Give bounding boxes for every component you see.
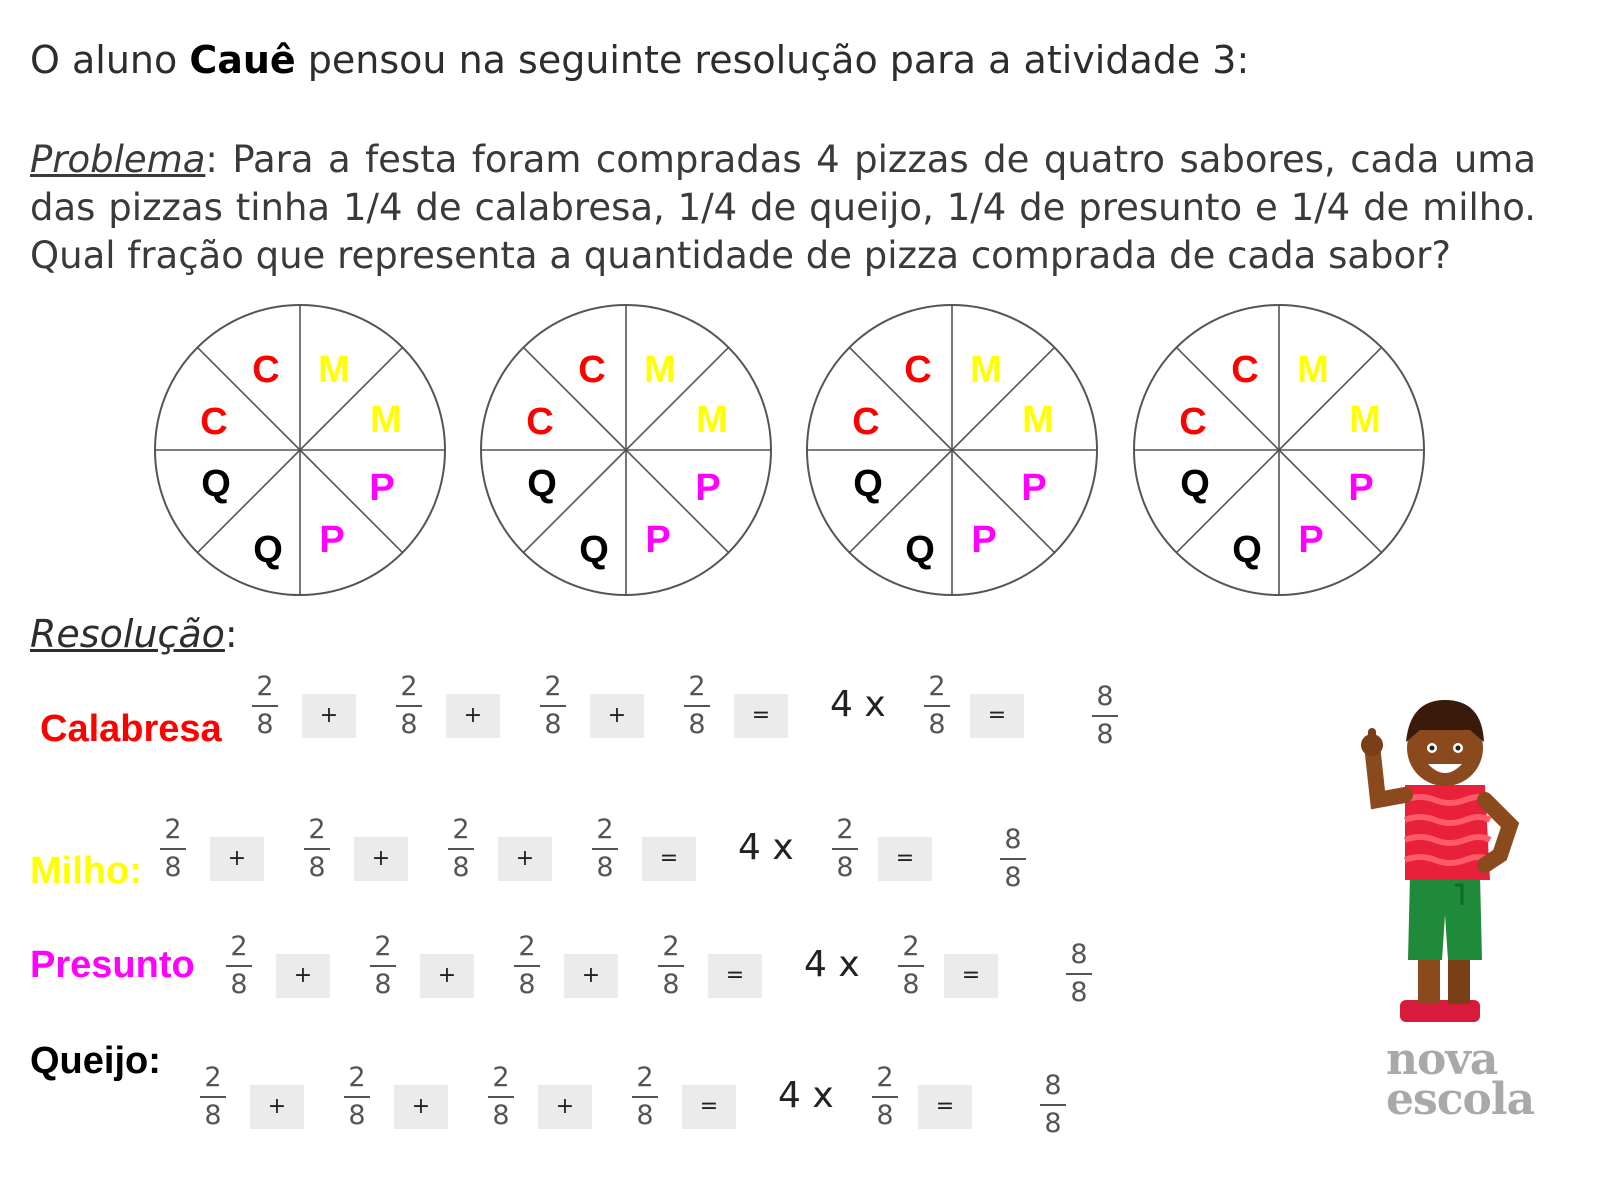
brand-line-1: nova <box>1386 1034 1498 1085</box>
row-name-0: Calabresa <box>40 708 222 750</box>
result-fraction <box>1090 682 1120 750</box>
fraction-numerator: 2 <box>662 931 680 962</box>
fraction-denominator: 8 <box>374 969 392 1000</box>
slice-label-P: P <box>971 519 997 561</box>
slice-label-P: P <box>695 467 721 509</box>
fraction-bar <box>488 1096 514 1098</box>
resolution-label <box>30 612 238 656</box>
plus-box: + <box>250 1085 304 1129</box>
slice-label-C: C <box>1231 349 1259 391</box>
fraction-bar <box>1000 858 1026 860</box>
addend-fraction <box>512 932 542 1000</box>
fraction-numerator: 2 <box>164 814 182 845</box>
product-fraction <box>830 815 860 883</box>
slice-label-Q: Q <box>527 463 557 505</box>
fraction-denominator: 8 <box>928 709 946 740</box>
addend-fraction <box>538 672 568 740</box>
brand-line-2: escola <box>1386 1074 1535 1125</box>
fraction-numerator: 2 <box>308 814 326 845</box>
fraction-bar <box>872 1096 898 1098</box>
multiplier: 4 x <box>738 827 794 868</box>
product-fraction <box>870 1063 900 1131</box>
fraction-numerator: 2 <box>544 671 562 702</box>
plus-box: + <box>276 954 330 998</box>
slice-label-Q: Q <box>579 529 609 571</box>
addend-fraction <box>486 1063 516 1131</box>
slice-label-Q: Q <box>253 529 283 571</box>
multiplier: 4 x <box>778 1075 834 1116</box>
result-fraction <box>1038 1071 1068 1139</box>
slice-label-P: P <box>1021 467 1047 509</box>
fraction-denominator: 8 <box>836 852 854 883</box>
slice-label-M: M <box>1297 349 1329 391</box>
fraction-bar <box>832 848 858 850</box>
fraction-denominator: 8 <box>876 1100 894 1131</box>
fraction-numerator: 2 <box>636 1062 654 1093</box>
slice-label-C: C <box>904 349 932 391</box>
addend-fraction <box>224 932 254 1000</box>
problem-text: : Para a festa foram compradas 4 pizzas de quatro sabores, cada uma das pizzas tinha 1/4 de calabresa, 1/4 de queijo, 1/4 de presunto e 1/4 de milho. Qual fração que representa a quantidade de pizza comprada de cada sabor? <box>30 138 1536 277</box>
addend-fraction <box>590 815 620 883</box>
fraction-bar <box>1092 715 1118 717</box>
slice-label-Q: Q <box>905 529 935 571</box>
slice-label-M: M <box>1349 399 1381 441</box>
plus-box: + <box>302 694 356 738</box>
boy-thumbs-up-illustration <box>1350 690 1540 1035</box>
slice-label-C: C <box>578 349 606 391</box>
addend-fraction <box>302 815 332 883</box>
slice-label-M: M <box>1022 399 1054 441</box>
fraction-denominator: 8 <box>1004 862 1022 893</box>
slice-label-P: P <box>1348 467 1374 509</box>
multiplier: 4 x <box>804 944 860 985</box>
fraction-numerator: 2 <box>596 814 614 845</box>
fraction-denominator: 8 <box>662 969 680 1000</box>
fraction-bar <box>684 705 710 707</box>
fraction-denominator: 8 <box>636 1100 654 1131</box>
fraction-denominator: 8 <box>596 852 614 883</box>
product-fraction <box>896 932 926 1000</box>
slice-label-C: C <box>852 401 880 443</box>
fraction-denominator: 8 <box>452 852 470 883</box>
fraction-numerator: 2 <box>256 671 274 702</box>
nova-escola-logo <box>1386 1034 1536 1125</box>
result-fraction <box>998 825 1028 893</box>
fraction-numerator: 2 <box>230 931 248 962</box>
fraction-bar <box>592 848 618 850</box>
fraction-numerator: 8 <box>1004 824 1022 855</box>
slice-label-C: C <box>200 401 228 443</box>
addend-fraction <box>446 815 476 883</box>
addend-fraction <box>250 672 280 740</box>
fraction-numerator: 8 <box>1070 939 1088 970</box>
plus-box: + <box>210 837 264 881</box>
addend-fraction <box>158 815 188 883</box>
fraction-denominator: 8 <box>902 969 920 1000</box>
resolution-colon: : <box>224 612 238 656</box>
equals-box: = <box>970 694 1024 738</box>
pizza-3 <box>807 305 1097 595</box>
result-fraction <box>1064 940 1094 1008</box>
slice-label-Q: Q <box>1180 463 1210 505</box>
fraction-numerator: 2 <box>374 931 392 962</box>
fraction-bar <box>344 1096 370 1098</box>
plus-box: + <box>564 954 618 998</box>
slice-label-Q: Q <box>201 463 231 505</box>
pizza-1 <box>155 305 445 595</box>
row-name-3: Queijo: <box>30 1040 161 1082</box>
slice-label-C: C <box>526 401 554 443</box>
fraction-numerator: 2 <box>518 931 536 962</box>
row-name-2: Presunto <box>30 944 195 986</box>
fraction-numerator: 2 <box>204 1062 222 1093</box>
multiplier: 4 x <box>830 684 886 725</box>
fraction-numerator: 8 <box>1096 681 1114 712</box>
addend-fraction <box>394 672 424 740</box>
pizza-2 <box>481 305 771 595</box>
fraction-bar <box>632 1096 658 1098</box>
plus-box: + <box>354 837 408 881</box>
fraction-bar <box>1040 1104 1066 1106</box>
addend-fraction <box>368 932 398 1000</box>
equals-box: = <box>682 1085 736 1129</box>
slice-label-P: P <box>645 519 671 561</box>
fraction-bar <box>924 705 950 707</box>
addend-fraction <box>198 1063 228 1131</box>
slice-label-C: C <box>252 349 280 391</box>
pizza-4 <box>1134 305 1424 595</box>
fraction-denominator: 8 <box>544 709 562 740</box>
plus-box: + <box>498 837 552 881</box>
plus-box: + <box>446 694 500 738</box>
fraction-numerator: 2 <box>348 1062 366 1093</box>
slice-label-M: M <box>644 349 676 391</box>
addend-fraction <box>630 1063 660 1131</box>
fraction-denominator: 8 <box>1096 719 1114 750</box>
fraction-bar <box>200 1096 226 1098</box>
slice-label-M: M <box>970 349 1002 391</box>
plus-box: + <box>420 954 474 998</box>
fraction-numerator: 8 <box>1044 1070 1062 1101</box>
fraction-bar <box>658 965 684 967</box>
equals-box: = <box>734 694 788 738</box>
fraction-denominator: 8 <box>256 709 274 740</box>
fraction-numerator: 2 <box>876 1062 894 1093</box>
slice-label-P: P <box>319 519 345 561</box>
fraction-bar <box>448 848 474 850</box>
equals-box: = <box>918 1085 972 1129</box>
equals-box: = <box>708 954 762 998</box>
fraction-denominator: 8 <box>348 1100 366 1131</box>
fraction-denominator: 8 <box>1044 1108 1062 1139</box>
problem-label: Problema <box>30 138 206 181</box>
intro-before: O aluno <box>30 38 190 82</box>
slice-label-C: C <box>1179 401 1207 443</box>
fraction-bar <box>160 848 186 850</box>
slice-label-M: M <box>318 349 350 391</box>
fraction-bar <box>514 965 540 967</box>
problem-paragraph <box>30 136 1536 280</box>
fraction-numerator: 2 <box>836 814 854 845</box>
addend-fraction <box>682 672 712 740</box>
slice-label-Q: Q <box>853 463 883 505</box>
fraction-bar <box>370 965 396 967</box>
pizza-diagrams <box>0 300 1600 600</box>
fraction-bar <box>226 965 252 967</box>
fraction-bar <box>1066 973 1092 975</box>
equals-box: = <box>944 954 998 998</box>
resolution-label-text: Resolução <box>30 612 225 656</box>
slice-label-M: M <box>696 399 728 441</box>
fraction-denominator: 8 <box>204 1100 222 1131</box>
fraction-denominator: 8 <box>230 969 248 1000</box>
fraction-denominator: 8 <box>400 709 418 740</box>
equals-box: = <box>878 837 932 881</box>
addend-fraction <box>342 1063 372 1131</box>
plus-box: + <box>394 1085 448 1129</box>
plus-box: + <box>590 694 644 738</box>
fraction-bar <box>396 705 422 707</box>
intro-line <box>30 38 1249 82</box>
plus-box: + <box>538 1085 592 1129</box>
fraction-numerator: 2 <box>902 931 920 962</box>
fraction-numerator: 2 <box>688 671 706 702</box>
fraction-numerator: 2 <box>452 814 470 845</box>
slice-label-P: P <box>1298 519 1324 561</box>
fraction-denominator: 8 <box>308 852 326 883</box>
fraction-denominator: 8 <box>1070 977 1088 1008</box>
fraction-bar <box>252 705 278 707</box>
fraction-denominator: 8 <box>164 852 182 883</box>
intro-after: pensou na seguinte resolução para a atividade 3: <box>295 38 1250 82</box>
product-fraction <box>922 672 952 740</box>
fraction-bar <box>540 705 566 707</box>
fraction-denominator: 8 <box>518 969 536 1000</box>
row-name-1: Milho: <box>30 850 142 892</box>
addend-fraction <box>656 932 686 1000</box>
student-name: Cauê <box>189 38 296 82</box>
slice-label-Q: Q <box>1232 529 1262 571</box>
equals-box: = <box>642 837 696 881</box>
slice-label-M: M <box>370 399 402 441</box>
fraction-bar <box>304 848 330 850</box>
fraction-denominator: 8 <box>688 709 706 740</box>
fraction-bar <box>898 965 924 967</box>
slice-label-P: P <box>369 467 395 509</box>
fraction-numerator: 2 <box>928 671 946 702</box>
fraction-numerator: 2 <box>492 1062 510 1093</box>
fraction-numerator: 2 <box>400 671 418 702</box>
fraction-denominator: 8 <box>492 1100 510 1131</box>
